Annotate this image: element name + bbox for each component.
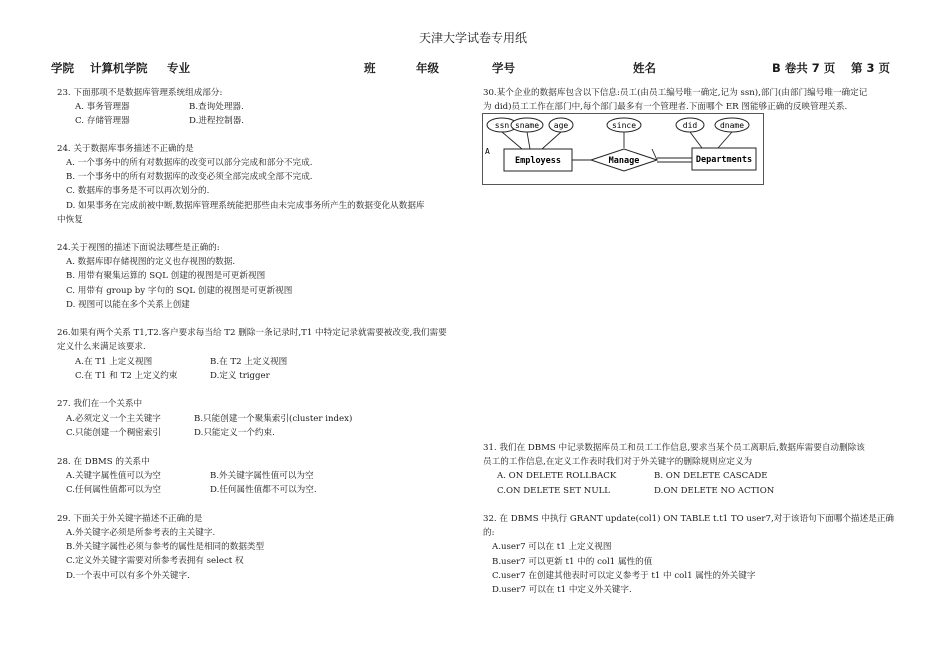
q28-option-a: A.关键字属性值可以为空 — [66, 471, 161, 481]
q29-option-a: A.外关键字必须是所参考表的主关键字. — [66, 528, 216, 538]
q26-option-d: D.定义 trigger — [210, 371, 270, 381]
q31-stem: 31. 我们在 DBMS 中记录数据库员工和员工工作信息,要求当某个员工离职后,数据库需要自动删除该 — [483, 443, 865, 453]
q31-option-b: B. ON DELETE CASCADE — [654, 471, 768, 481]
q28-stem: 28. 在 DBMS 的关系中 — [57, 457, 150, 467]
q24a-option-d: D. 如果事务在完成前被中断,数据库管理系统能把那些由未完成事务所产生的数据变化从数据库 — [66, 201, 425, 211]
q27-option-a: A.必须定义一个主关键字 — [66, 414, 161, 424]
q23-option-d: D.进程控制器. — [189, 116, 245, 126]
attr-since-label: since — [611, 121, 637, 130]
relationship-manage-label: Manage — [608, 156, 640, 166]
q27-option-d: D.只能定义一个约束. — [194, 428, 275, 438]
q29-option-b: B.外关键字属性必须与参考的属性是相同的数据类型 — [66, 542, 265, 552]
page-title: 天津大学试卷专用纸 — [419, 31, 528, 45]
q32-option-a: A.user7 可以在 t1 上定义视图 — [492, 542, 612, 552]
q24a-stem: 24. 关于数据库事务描述不正确的是 — [57, 144, 194, 154]
q24a-option-c: C. 数据库的事务是不可以再次划分的. — [66, 186, 210, 196]
attr-ssn-label: ssn — [494, 121, 510, 130]
q26-stem: 26.如果有两个关系 T1,T2.客户要求每当给 T2 删除一条记录时,T1 中特定记录就需要被改变,我们需要 — [57, 328, 447, 338]
q29-option-d: D.一个表中可以有多个外关键字. — [66, 571, 190, 581]
q31-option-c: C.ON DELETE SET NULL — [497, 486, 610, 496]
q29-stem: 29. 下面关于外关键字描述不正确的是 — [57, 514, 203, 524]
entity-departments-label: Departments — [695, 155, 753, 165]
q24a-option-a: A. 一个事务中的所有对数据库的改变可以部分完成和部分不完成. — [66, 158, 313, 168]
attr-sname-label: sname — [514, 121, 540, 130]
q23-option-c: C. 存储管理器 — [75, 116, 130, 126]
q26-option-c: C.在 T1 和 T2 上定义约束 — [75, 371, 178, 381]
q24b-option-b: B. 用带有聚集运算的 SQL 创建的视图是可更新视图 — [66, 271, 266, 281]
page-info: 第 3 页 — [851, 61, 891, 75]
q32-option-c: C.user7 在创建其他表时可以定义参考于 t1 中 col1 属性的外关键字 — [492, 571, 756, 581]
q30-stem: 30.某个企业的数据库包含以下信息:员工(由员工编号唯一确定,记为 ssn),部门(由部门编号唯一确定记 — [483, 88, 868, 98]
name-label: 姓名 — [633, 61, 656, 75]
q28-option-d: D.任何属性值都不可以为空. — [210, 485, 317, 495]
q28-option-c: C.任何属性值都可以为空 — [66, 485, 161, 495]
attr-did-label: did — [682, 121, 698, 130]
q24b-option-a: A. 数据库即存储视图的定义也存视图的数据. — [66, 257, 236, 267]
q24b-option-c: C. 用带有 group by 字句的 SQL 创建的视图是可更新视图 — [66, 286, 293, 296]
q26-option-a: A.在 T1 上定义视图 — [75, 357, 153, 367]
er-diagram — [482, 113, 764, 186]
q32-stem: 32. 在 DBMS 中执行 GRANT update(col1) ON TABLE t.t1 TO user7,对于该语句下面哪个描述是正确 — [483, 514, 895, 524]
college-value: 计算机学院 — [90, 61, 148, 75]
q24b-stem: 24.关于视图的描述下面说法哪些是正确的: — [57, 243, 220, 253]
q27-option-b: B.只能创建一个聚集索引(cluster index) — [194, 414, 353, 424]
q29-option-c: C.定义外关键字需要对所参考表拥有 select 权 — [66, 556, 244, 566]
q31-option-a: A. ON DELETE ROLLBACK — [497, 471, 617, 481]
q27-option-c: C.只能创建一个稠密索引 — [66, 428, 161, 438]
q30-stem-cont: 为 did)员工工作在部门中,每个部门最多有一个管理者.下面哪个 ER 图能够正确的反映管理关系. — [483, 102, 848, 112]
q24a-option-d-cont: 中恢复 — [57, 215, 83, 225]
attr-age-label: age — [553, 121, 569, 130]
q27-stem: 27. 我们在一个关系中 — [57, 399, 143, 409]
q23-option-a: A. 事务管理器 — [75, 102, 130, 112]
diagram-option-label: A — [485, 147, 490, 156]
paper-info: B 卷共 7 页 — [772, 61, 836, 75]
q32-option-b: B.user7 可以更新 t1 中的 col1 属性的值 — [492, 557, 653, 567]
class-label: 班 — [364, 61, 376, 75]
grade-label: 年级 — [416, 61, 439, 75]
entity-employess-label: Employess — [514, 156, 562, 166]
q28-option-b: B.外关键字属性值可以为空 — [210, 471, 314, 481]
student-id-label: 学号 — [492, 61, 515, 75]
q24a-option-b: B. 一个事务中的所有对数据库的改变必须全部完成或全部不完成. — [66, 172, 313, 182]
q32-option-d: D.user7 可以在 t1 中定义外关键字. — [492, 585, 632, 595]
q31-option-d: D.ON DELETE NO ACTION — [654, 486, 775, 496]
q32-stem-cont: 的: — [483, 528, 495, 538]
q31-stem-cont: 员工的工作信息,在定义工作表时我们对于外关键字的删除规则应定义为 — [483, 457, 753, 467]
q26-option-b: B.在 T2 上定义视图 — [210, 357, 288, 367]
attr-dname-label: dname — [719, 121, 745, 130]
q23-stem: 23. 下面那项不是数据库管理系统组成部分: — [57, 88, 223, 98]
q24b-option-d: D. 视图可以能在多个关系上创建 — [66, 300, 190, 310]
q23-option-b: B.查询处理器. — [189, 102, 244, 112]
major-label: 专业 — [167, 61, 190, 75]
q26-stem-cont: 定义什么来满足该要求. — [57, 342, 146, 352]
college-label: 学院 — [51, 61, 74, 75]
